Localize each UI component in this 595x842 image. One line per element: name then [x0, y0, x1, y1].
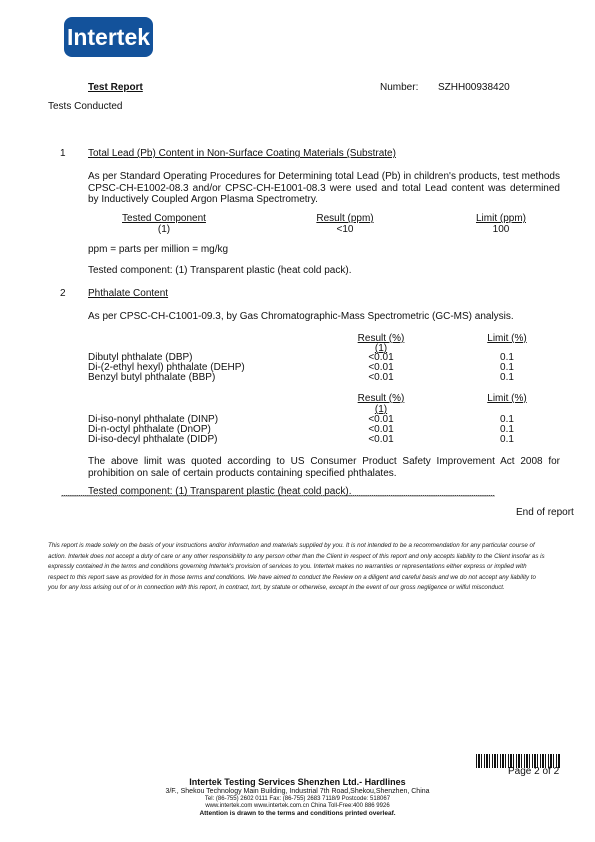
footer-web: www.intertek.com www.intertek.com.cn China Toll-Free:400 886 9926 [205, 803, 390, 809]
asterisk-divider: ************************************************************************************************************************************************************************************************************ [61, 495, 495, 501]
footer-company: Intertek Testing Services Shenzhen Ltd.- Hardlines [189, 777, 406, 787]
section1-number: 1 [60, 148, 66, 159]
intertek-logo: Intertek [64, 17, 153, 57]
phthalate1-result-header: Result (%) [357, 333, 405, 344]
lead-cell-limit: 100 [492, 224, 510, 235]
section2-tested-component: Tested component: (1) Transparent plastic (heat cold pack). [88, 486, 352, 497]
table-row-result: <0.01 [368, 372, 394, 383]
table-row-limit: 0.1 [500, 434, 514, 445]
phthalate2-result-header: Result (%) [357, 393, 405, 404]
table-row-result: <0.01 [368, 434, 394, 445]
cpsia-note: The above limit was quoted according to US Consumer Product Safety Improvement Act 2008 for prohibition on sale of certain products containing specified phthalates. [88, 456, 560, 479]
report-number: SZHH00938420 [438, 82, 510, 93]
phthalate2-limit-header: Limit (%) [487, 393, 527, 404]
report-title: Test Report [88, 82, 143, 93]
section1-title: Total Lead (Pb) Content in Non-Surface Coating Materials (Substrate) [88, 148, 396, 159]
lead-header-result: Result (ppm) [316, 213, 374, 224]
section2-number: 2 [60, 288, 66, 299]
table-row-result: <0.01 [368, 414, 394, 425]
table-row-name: Dibutyl phthalate (DBP) [88, 352, 193, 363]
lead-cell-result: <10 [336, 224, 354, 235]
section1-tested-component: Tested component: (1) Transparent plastic (heat cold pack). [88, 265, 352, 276]
lead-header-component: Tested Component [122, 213, 206, 224]
number-label: Number: [380, 82, 419, 93]
lead-cell-component: (1) [157, 224, 171, 235]
table-row-result: <0.01 [368, 424, 394, 435]
ppm-note: ppm = parts per million = mg/kg [88, 244, 229, 255]
table-row-limit: 0.1 [500, 352, 514, 363]
table-row-name: Di-(2-ethyl hexyl) phthalate (DEHP) [88, 362, 245, 373]
disclaimer-text: This report is made solely on the basis of your instructions and/or information and materials supplied by you. It is not intended to be a recommendation for any particular course of action. Intertek does not accept a duty of care or any other responsibility to any person other than the Client in respect of this report and only accepts liability to the Client insofar as is expressly contained in the terms and conditions governing Intertek's provision of services to you. Intertek makes no warranties or representations either express or implied with respect to this report save as provided for in those terms and conditions. We have aimed to conduct the Review on a diligent and careful basis and we do not accept any liability to you for any loss arising out of or in connection with this report, in contract, tort, by statute or otherwise, except in the event of our gross negligence or wilful misconduct. [48, 542, 545, 591]
table-row-result: <0.01 [368, 362, 394, 373]
table-row-limit: 0.1 [500, 372, 514, 383]
table-row-name: Di-n-octyl phthalate (DnOP) [88, 424, 211, 435]
table-row-name: Di-iso-nonyl phthalate (DINP) [88, 414, 219, 425]
footer-address: 3/F., Shekou Technology Main Building, Industrial 7th Road,Shekou,Shenzhen, China [165, 788, 430, 795]
end-of-report: End of report [516, 507, 574, 518]
table-row-limit: 0.1 [500, 414, 514, 425]
table-row-limit: 0.1 [500, 424, 514, 435]
section2-intro: As per CPSC-CH-C1001-09.3, by Gas Chromatographic-Mass Spectrometric (GC-MS) analysis. [88, 311, 514, 322]
footer-attention: Attention is drawn to the terms and conditions printed overleaf. [199, 810, 396, 817]
table-row-name: Di-iso-decyl phthalate (DIDP) [88, 434, 218, 445]
table-row-limit: 0.1 [500, 362, 514, 373]
tests-conducted-heading: Tests Conducted [48, 101, 123, 112]
footer-phones: Tel: (86-755) 2602 0111 Fax: (86-755) 2683 7118/9 Postcode: 518067 [204, 796, 391, 802]
table-row-result: <0.01 [368, 352, 394, 363]
page-number: Page 2 of 2 [508, 766, 560, 777]
phthalate1-limit-header: Limit (%) [487, 333, 527, 344]
section1-intro: As per Standard Operating Procedures for Determining total Lead (Pb) in children's products, test methods CPSC-CH-E1002-08.3 and/or CPSC-CH-E1001-08.3 were used and total Lead content was determined by Inductively Coupled Argon Plasma Spectrometry. [88, 171, 560, 205]
phthalate1-subheader: (1) [374, 343, 388, 354]
lead-header-limit: Limit (ppm) [475, 213, 526, 224]
section2-title: Phthalate Content [88, 288, 169, 299]
phthalate2-subheader: (1) [374, 404, 388, 415]
table-row-name: Benzyl butyl phthalate (BBP) [88, 372, 216, 383]
